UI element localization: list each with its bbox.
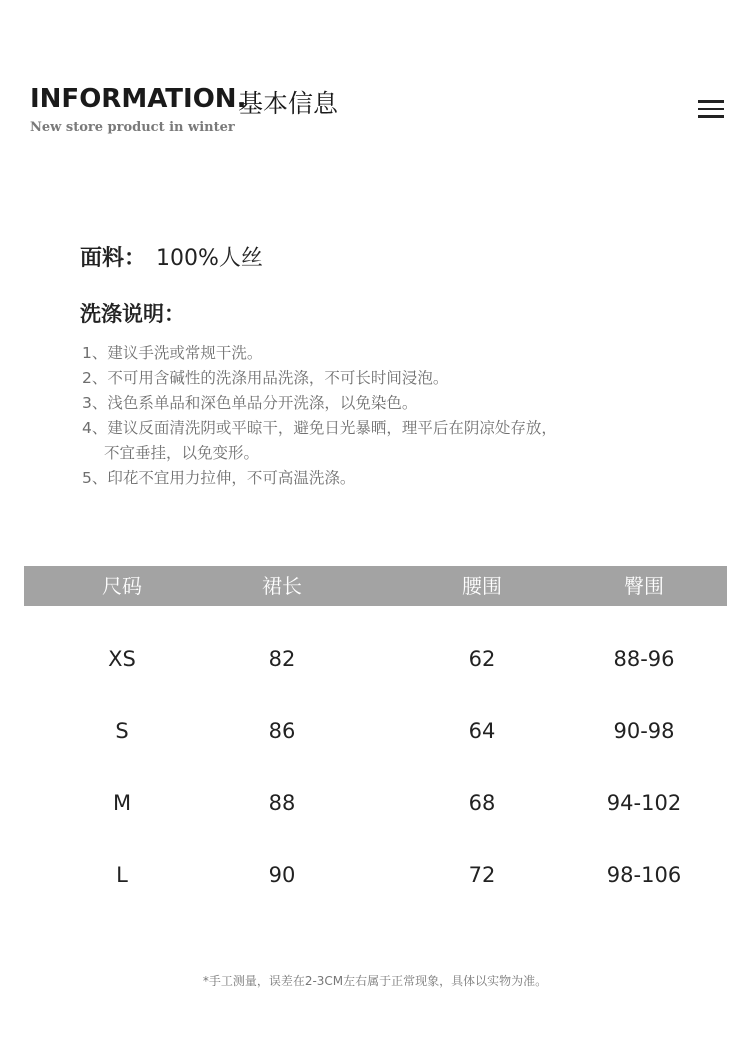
table-row [24, 716, 706, 746]
wash-item: 1、建议手洗或常规干洗。 [82, 344, 263, 362]
header-skirt-length: 裙长 [262, 574, 302, 598]
wash-title: 洗涤说明： [80, 302, 185, 326]
table-header [24, 566, 727, 606]
cell-skirt-length: 90 [268, 863, 296, 887]
cell-hip: 90-98 [613, 719, 675, 743]
cell-size: L [116, 863, 128, 887]
cell-waist: 72 [468, 863, 496, 887]
wash-item: 5、印花不宜用力拉伸，不可高温洗涤。 [82, 469, 356, 487]
header-hip: 臀围 [624, 574, 664, 598]
cell-waist: 68 [468, 791, 496, 815]
footnote: *手工测量，误差在2-3CM左右属于正常现象，具体以实物为准。 [202, 974, 548, 988]
fabric-info [80, 241, 263, 272]
cell-size: XS [108, 647, 136, 671]
cell-hip: 88-96 [613, 647, 675, 671]
header-waist: 腰围 [462, 574, 502, 598]
title-cn: 基本信息 [238, 89, 339, 118]
header-size: 尺码 [102, 574, 142, 598]
fabric-label: 面料： [80, 246, 147, 271]
cell-waist: 62 [468, 647, 496, 671]
table-row [24, 860, 706, 890]
table-row [24, 788, 706, 818]
hamburger-menu-icon[interactable] [698, 100, 724, 120]
wash-item: 3、浅色系单品和深色单品分开洗涤，以免染色。 [82, 394, 418, 412]
fabric-value: 100%人丝 [156, 246, 263, 271]
wash-list [82, 341, 557, 491]
cell-waist: 64 [468, 719, 496, 743]
cell-size: M [112, 791, 132, 815]
table-row [24, 644, 706, 674]
cell-skirt-length: 82 [268, 647, 296, 671]
wash-item: 4、建议反面清洗阴或平晾干，避免日光暴晒，理平后在阴凉处存放， [82, 419, 557, 437]
wash-item: 2、不可用含碱性的洗涤用品洗涤，不可长时间浸泡。 [82, 369, 449, 387]
wash-item: 不宜垂挂，以免变形。 [104, 444, 260, 462]
subtitle: New store product in winter [30, 120, 235, 135]
title-en: INFORMATION. [30, 84, 247, 114]
size-table [24, 566, 727, 887]
cell-size: S [115, 719, 129, 743]
cell-skirt-length: 86 [268, 719, 296, 743]
cell-hip: 98-106 [606, 863, 682, 887]
cell-skirt-length: 88 [268, 791, 296, 815]
cell-hip: 94-102 [606, 791, 682, 815]
